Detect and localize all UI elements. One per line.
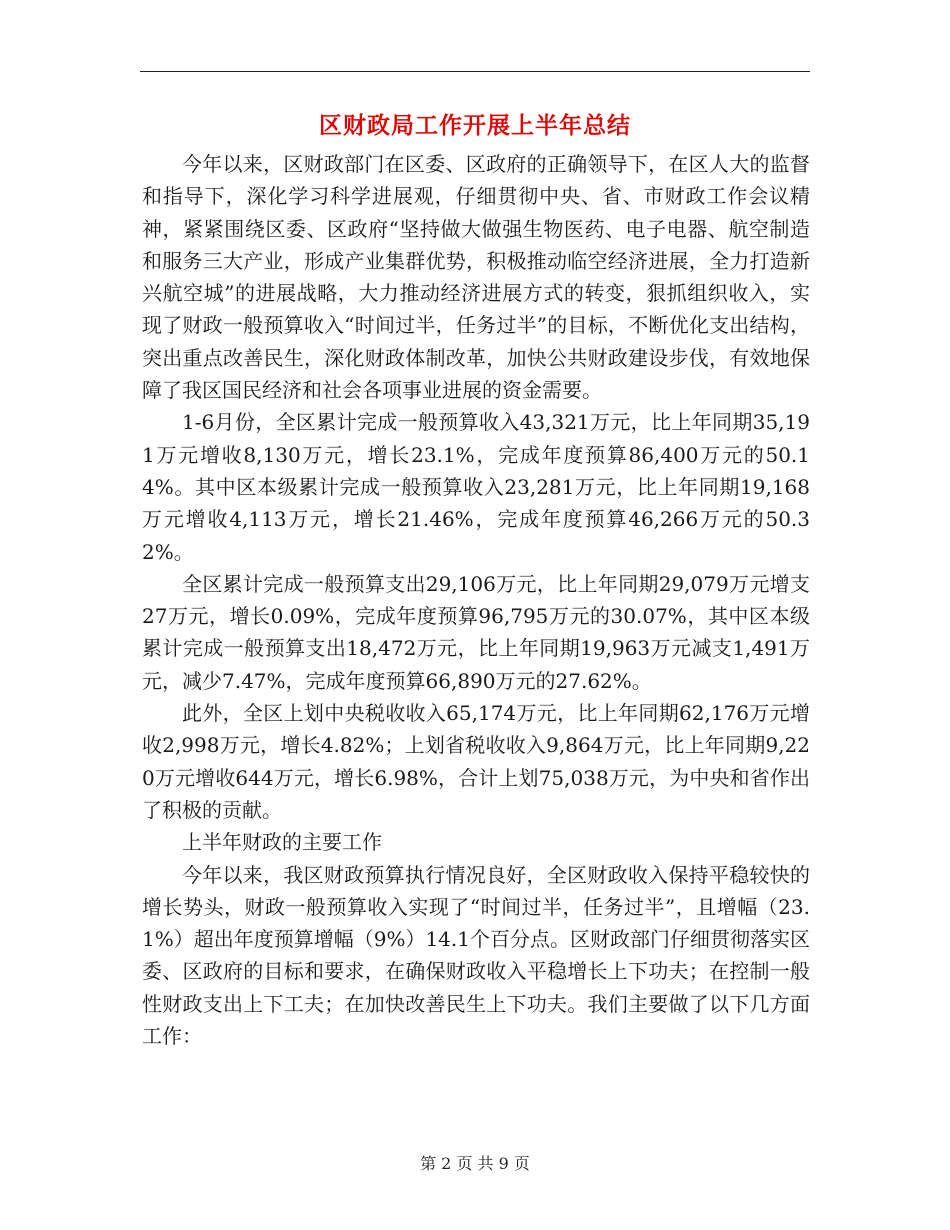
section-heading-main-work: 上半年财政的主要工作 [182,830,382,855]
document-body [142,148,810,1052]
paragraph-main-work: 今年以来，我区财政预算执行情况良好，全区财政收入保持平稳较快的增长势头，财政一般预算收入实现了“时间过半，任务过半”，且增幅（23.1%）超出年度预算增幅（9%）14.1个百分点。区财政部门仔细贯彻落实区委、区政府的目标和要求，在确保财政收入平稳增长上下功夫；在控制一般性财政支出上下工夫；在加快改善民生上下功夫。我们主要做了以下几方面工作： [142,862,810,1049]
paragraph-revenue: 1-6月份，全区累计完成一般预算收入43,321万元，比上年同期35,191万元增收8,130万元，增长23.1%，完成年度预算86,400万元的50.14%。其中区本级累计完成一般预算收入23,281万元，比上年同期19,168万元增收4,113万元，增长21.46%，完成年度预算46,266万元的50.32%。 [142,410,810,564]
paragraph-expenditure: 全区累计完成一般预算支出29,106万元，比上年同期29,079万元增支27万元，增长0.09%，完成年度预算96,795万元的30.07%，其中区本级累计完成一般预算支出18,472万元，比上年同期19,963万元减支1,491万元，减少7.47%，完成年度预算66,890万元的27.62%。 [142,571,810,693]
page-title: 区财政局工作开展上半年总结 [319,113,631,139]
page-number: 第 2 页 共 9 页 [420,1154,530,1173]
paragraph-intro: 今年以来，区财政部门在区委、区政府的正确领导下，在区人大的监督和指导下，深化学习科学进展观，仔细贯彻中央、省、市财政工作会议精神，紧紧围绕区委、区政府“坚持做大做强生物医药、电子电器、航空制造和服务三大产业，形成产业集群优势，积极推动临空经济进展，全力打造新兴航空城”的进展战略，大力推动经济进展方式的转变，狠抓组织收入，实现了财政一般预算收入“时间过半，任务过半”的目标，不断优化支出结构，突出重点改善民生，深化财政体制改革，加快公共财政建设步伐，有效地保障了我区国民经济和社会各项事业进展的资金需要。 [142,152,810,403]
paragraph-tax-transfer: 此外，全区上划中央税收收入65,174万元，比上年同期62,176万元增收2,998万元，增长4.82%；上划省税收收入9,864万元，比上年同期9,220万元增收644万元，增长6.98%，合计上划75,038万元，为中央和省作出了积极的贡献。 [142,701,810,822]
header-rule [140,71,810,72]
